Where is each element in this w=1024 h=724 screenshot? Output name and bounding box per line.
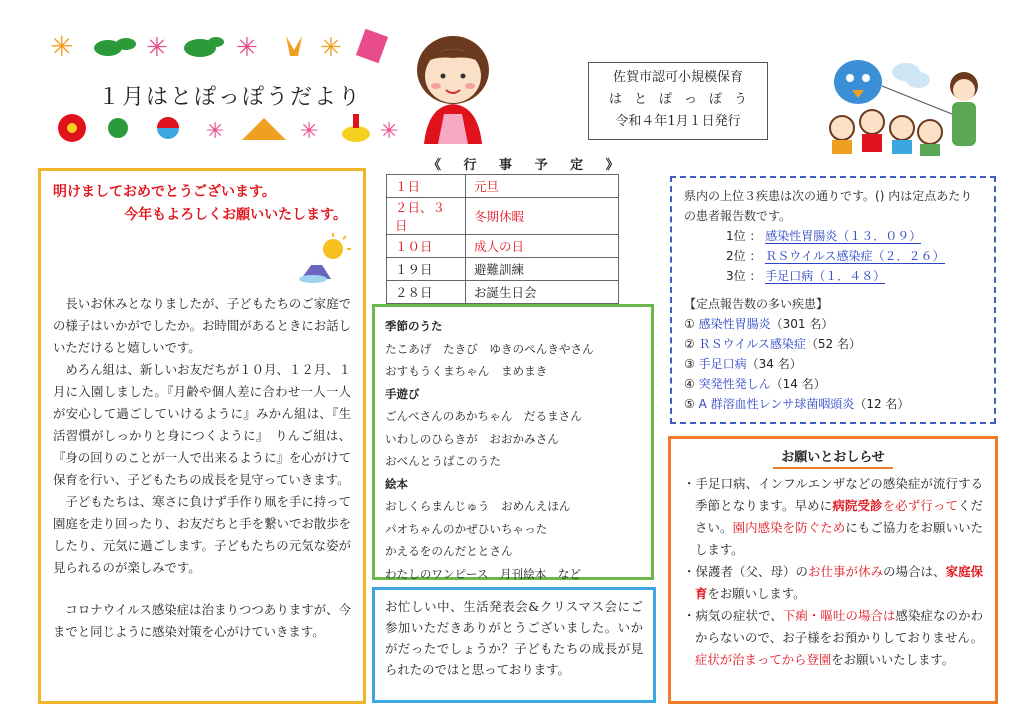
list-item: おしくらまんじゅう おめんえほん	[385, 499, 571, 513]
thanks-box	[372, 587, 656, 703]
new-year-decoration-top	[50, 26, 390, 66]
notice-emphasis: 家庭保育	[695, 564, 984, 601]
greeting-box	[38, 168, 366, 704]
hand-play-heading: 手遊び	[385, 386, 420, 401]
disease-name: 突発性発しん	[698, 377, 771, 391]
rank-label: 2位 ：	[726, 249, 762, 263]
disease-count: （12 名）	[854, 397, 910, 411]
newsletter-title: １月はとぽっぽうだより	[98, 85, 363, 110]
kids-with-kite-illustration	[818, 56, 988, 156]
disease-name: 手足口病	[698, 357, 747, 371]
list-number: ⑤	[684, 397, 695, 411]
notice-text: ・保護者（父、母）の	[683, 564, 809, 579]
notice-emphasis: 症状が治まってから登園	[695, 652, 832, 667]
notice-item-1	[683, 473, 983, 561]
table-row	[387, 258, 619, 281]
list-item	[684, 334, 982, 354]
schedule-date: １日	[387, 175, 466, 198]
notice-item-2	[683, 561, 983, 605]
songs-box	[372, 304, 654, 580]
disease-count: （34 名）	[746, 357, 802, 371]
notice-title	[683, 447, 983, 469]
notice-text: ・病気の症状で、	[683, 608, 783, 623]
disease-name: 感染性胃腸炎	[698, 317, 771, 331]
rank-disease: 感染性胃腸炎（１３．０９）	[765, 229, 922, 243]
list-item	[684, 374, 982, 394]
greeting-line1: 明けましておめでとうございます。	[53, 184, 276, 200]
list-item	[684, 314, 982, 334]
schedule-title: 《 行 事 予 定 》	[428, 158, 628, 173]
notice-box	[668, 436, 998, 704]
list-item	[684, 354, 982, 374]
svg-text:✳: ✳	[50, 30, 74, 63]
list-item: おすもうくまちゃん まめまき	[385, 364, 548, 378]
schedule-date: １９日	[387, 258, 466, 281]
seasonal-songs-heading: 季節のうた	[385, 319, 443, 333]
publisher-line1: 佐賀市認可小規模保育	[612, 70, 743, 85]
notice-text: ください。	[695, 498, 984, 535]
greeting-line2: 今年もよろしくお願いいたします。	[124, 207, 347, 223]
rank-disease: ＲＳウイルス感染症（２．２６）	[765, 249, 945, 263]
table-row	[387, 198, 619, 235]
notice-text: をお願いいたします。	[831, 652, 955, 667]
list-item	[684, 394, 982, 414]
notice-emphasis: お仕事が休み	[808, 564, 884, 579]
list-item: おべんとうばこのうた	[385, 454, 501, 468]
disease-intro: 県内の上位３疾患は次の通りです。() 内は定点あたりの患者報告数です。	[684, 189, 973, 223]
svg-text:✳: ✳	[320, 33, 342, 63]
schedule-event: 避難訓練	[466, 258, 619, 281]
disease-name: A 群溶血性レンサ球菌咽頭炎	[698, 397, 855, 411]
list-item: たこあげ たきび ゆきのぺんきやさん	[385, 341, 594, 356]
disease-count: （14 名）	[770, 377, 826, 391]
publisher-name: はとぽっぽう	[608, 92, 759, 107]
disease-rank-1	[684, 226, 982, 246]
issue-date: 令和４年1月１日発行	[615, 114, 741, 129]
schedule-date: ２日、３日	[387, 198, 466, 235]
table-row	[387, 175, 619, 198]
svg-text:✳: ✳	[146, 33, 168, 63]
disease-rank-3	[684, 266, 982, 286]
notice-text: ・手足口病、インフルエンザなどの感染症が流行する季節となります。早めに	[683, 476, 983, 513]
schedule-date: ２８日	[387, 281, 466, 304]
thanks-text: お忙しい中、生活発表会&クリスマス会にご参加いただきありがとうございました。いかがだったでしょうか？子どもたちの成長が見られたのではと思っております。	[385, 599, 643, 677]
schedule-event: 元旦	[466, 175, 619, 198]
schedule-event: 冬期休暇	[466, 198, 619, 235]
table-row	[387, 235, 619, 258]
schedule-event: お誕生日会	[466, 281, 619, 304]
new-year-decoration-bottom	[56, 110, 399, 146]
disease-rank-2	[684, 246, 982, 266]
notice-text: 感染症なのかわからないので、お子様をお預かりしておりません。	[695, 608, 983, 645]
notice-title-text: お願いとおしらせ	[773, 450, 893, 469]
list-number: ②	[684, 337, 695, 351]
list-number: ④	[684, 377, 695, 391]
letter-paragraph-3: 子どもたちは、寒さに負けず手作り凧を手に持って園庭を走り回ったり、お友だちと手を繋いでお散歩をしたり、元気に過ごします。子どもたちの元気な姿が見られるのが楽しみです。	[53, 494, 351, 575]
list-item: かえるをのんだととさん	[385, 544, 513, 558]
notice-emphasis: 園内感染を防ぐため	[732, 520, 846, 535]
disease-list-title: 【定点報告数の多い疾患】	[684, 297, 829, 311]
disease-report-box	[670, 176, 996, 424]
notice-emphasis: 下痢・嘔吐の場合は	[782, 608, 896, 623]
rank-label: 3位 ：	[726, 269, 762, 283]
notice-emphasis: 病院受診	[832, 498, 883, 513]
svg-text:✳: ✳	[380, 119, 399, 144]
table-row	[387, 281, 619, 304]
list-number: ①	[684, 317, 695, 331]
notice-item-3	[683, 605, 983, 671]
disease-name: ＲＳウイルス感染症	[698, 337, 806, 351]
schedule-date: １０日	[387, 235, 466, 258]
list-item: ごんべさんのあかちゃん だるまさん	[385, 409, 582, 423]
disease-count: （52 名）	[805, 337, 861, 351]
sun-illustration-area	[53, 227, 351, 293]
sunrise-mountain-icon	[299, 233, 353, 283]
notice-text: をお願いします。	[707, 586, 806, 601]
list-item: パオちゃんのかぜひいちゃった	[385, 521, 548, 536]
list-number: ③	[684, 357, 695, 371]
letter-paragraph-4: コロナウイルス感染症は治まりつつありますが、今までと同じように感染対策を心がけていきます。	[53, 602, 351, 639]
rank-disease: 手足口病（１．４８）	[765, 269, 886, 283]
svg-text:✳: ✳	[300, 119, 319, 144]
svg-text:✳: ✳	[206, 119, 225, 144]
rank-label: 1位 ：	[726, 229, 762, 243]
svg-text:✳: ✳	[236, 33, 258, 63]
notice-text: にもご協力をお願いいたします。	[695, 520, 984, 557]
list-item: わたしのワンピース 月刊絵本 など	[385, 566, 582, 581]
notice-emphasis: を必ず行って	[882, 498, 959, 513]
picture-books-heading: 絵本	[385, 476, 408, 491]
girl-illustration	[398, 24, 508, 146]
list-item: いわしのひらきが おおかみさん	[385, 431, 559, 446]
schedule-table	[386, 174, 619, 304]
schedule-event: 成人の日	[466, 235, 619, 258]
publisher-box	[588, 62, 768, 140]
notice-text: の場合は、	[883, 564, 946, 579]
disease-count: （301 名）	[770, 317, 834, 331]
letter-paragraph-2: めろん組は、新しいお友だちが１０月、１２月、１月に入園しました。『月齢や個人差に合わせ一人一人が安心して過ごしていけるように』みかん組は、『生活習慣がしっかりと身につくように』 りんご組は、『身の回りのことが一人で出来るように』を心がけて保育を行い、子どもたちの成長を見守っていきます。	[53, 362, 351, 487]
letter-paragraph-1: 長いお休みとなりましたが、子どもたちのご家庭での様子はいかがでしたか。お時間があるときにお話しいただけると嬉しいです。	[53, 296, 351, 355]
